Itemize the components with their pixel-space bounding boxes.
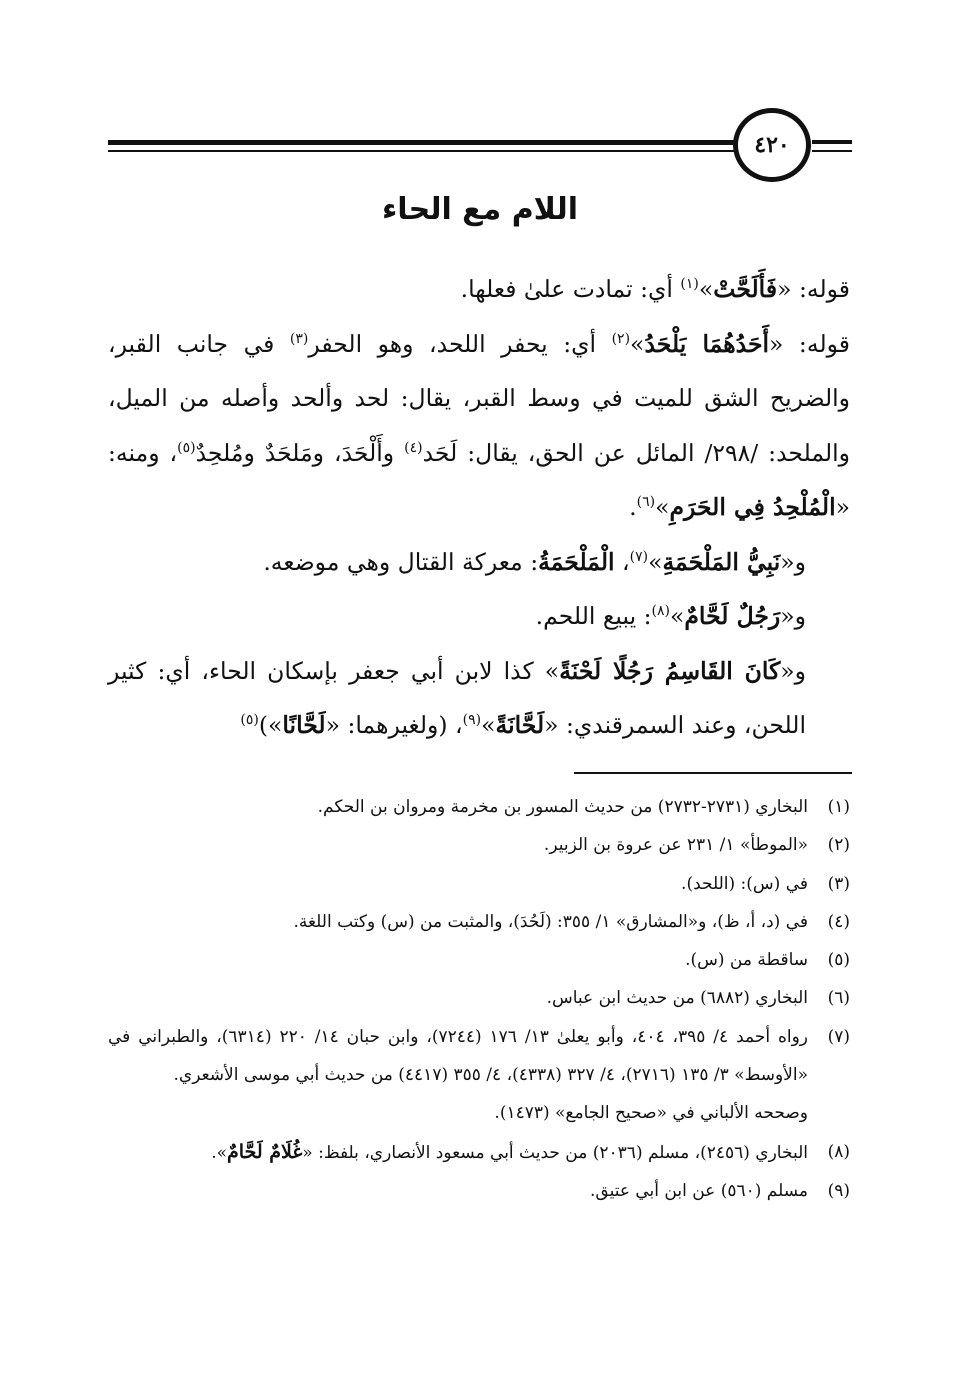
footnote-ref: (٦) xyxy=(636,494,656,511)
footnote-text xyxy=(108,1018,808,1133)
quoted-term: رَجُلٌ لَحَّامٌ xyxy=(684,602,781,630)
footnote-9 xyxy=(108,1172,850,1210)
text: رواه أحمد ٤/ ٣٩٥، ٤٠٤، وأبو يعلىٰ ١٣/ ١٧٦ (٧٢٤٤)، وابن حبان ١٤/ ٢٢٠ (٦٣١٤)، والطبراني في «الأوسط» ٣/ ١٣٥ (٢٧١٦)، ٤/ ٣٢٧ (٤٣٣٨)، ٤/ ٣٥٥ (٤٤١٧) من حديث أبي موسى الأشعري. xyxy=(108,1026,808,1086)
footnote-number: (٨) xyxy=(827,1141,850,1162)
quoted-term: الْمَلْحَمَةُ xyxy=(538,547,615,576)
footnote-3 xyxy=(108,865,850,903)
quoted-term: غُلَامٌ لَحَّامٌ xyxy=(227,1140,303,1163)
footnote-text: في (د، أ، ظ)، و«المشارق» ١/ ٣٥٥: (لَحُدَ)، والمثبت من (س) وكتب اللغة. xyxy=(293,911,808,932)
footnote-4 xyxy=(108,903,850,941)
text: البخاري (٢٤٥٦)، مسلم (٢٠٣٦) من حديث أبي مسعود الأنصاري، بلفظ: « xyxy=(302,1142,808,1163)
footnote-separator xyxy=(574,772,852,774)
paragraph-4 xyxy=(108,589,850,644)
header-rule-stub-thin xyxy=(812,150,852,152)
text: ») xyxy=(258,711,283,739)
text: » xyxy=(655,493,670,521)
text: ، (ولغيرهما: « xyxy=(325,711,463,739)
footnote-ref: (٥) xyxy=(240,712,259,729)
text: و« xyxy=(780,547,806,576)
quoted-term: أَحَدُهُمَا يَلْحَدُ xyxy=(644,329,770,358)
footnote-6 xyxy=(108,979,850,1017)
footnote-ref: (٥) xyxy=(177,439,196,456)
text: » xyxy=(698,275,714,303)
quoted-term: كَانَ القَاسِمُ رَجُلًا لَحْنَةً xyxy=(559,656,781,685)
text: ، xyxy=(614,547,630,576)
paragraph-1 xyxy=(108,262,850,317)
text: في جانب القبر، والضريح الشق للميت في وسط القبر، يقال: لحد وألحد وأصله من الميل، والملحد: /٢٩٨/ المائل عن الحق، يقال: لَحَد xyxy=(108,329,850,467)
footnote-ref: (٨) xyxy=(651,603,670,620)
footnote-number: (٢) xyxy=(827,835,850,856)
footnote-ref: (١) xyxy=(680,276,699,293)
footnote-text: في (س): (اللحد). xyxy=(681,873,808,894)
footnote-5 xyxy=(108,941,850,979)
footnote-text: «الموطأ» ١/ ٢٣١ عن عروة بن الزبير. xyxy=(543,835,808,856)
quoted-term: لَحَّانَةً xyxy=(495,711,545,739)
footnote-number: (٦) xyxy=(827,988,850,1009)
footnote-ref: (٢) xyxy=(611,330,631,347)
text: قوله: « xyxy=(769,329,850,358)
paragraph-3 xyxy=(108,535,850,590)
text: و« xyxy=(780,602,806,630)
text: وأَلْحَدَ، ومَلحَدٌ ومُلحِدٌ xyxy=(195,438,405,467)
quoted-term: فَأَلَحَّتْ xyxy=(713,275,778,303)
text: ، ومنه: « xyxy=(108,438,850,521)
text: » xyxy=(481,711,496,739)
section-title: اللام مع الحاء xyxy=(381,192,579,227)
text: ». xyxy=(211,1142,228,1163)
header-rule xyxy=(108,140,735,145)
footnote-number: (١) xyxy=(827,797,850,817)
paragraph-5 xyxy=(108,644,850,753)
text: كذا لابن أبي جعفر بإسكان الحاء، أي: كثير اللحن، وعند السمرقندي: « xyxy=(108,656,806,739)
footnote-2 xyxy=(108,826,850,864)
footnote-ref: (٣) xyxy=(289,330,309,347)
footnote-7 xyxy=(108,1018,850,1133)
footnote-ref: (٩) xyxy=(462,712,482,729)
quoted-term: لَحَّانًا xyxy=(282,711,326,739)
text: : يبيع اللحم. xyxy=(535,602,652,630)
footnote-ref: (٤) xyxy=(404,439,423,456)
footnote-number: (٥) xyxy=(827,950,850,971)
text: » xyxy=(544,656,560,685)
footnote-number: (٤) xyxy=(827,911,850,932)
header-rule-thin xyxy=(108,150,735,152)
footnotes xyxy=(108,788,850,1210)
footnote-text: البخاري (٦٨٨٢) من حديث ابن عباس. xyxy=(546,988,808,1009)
footnote-text: البخاري (٢٧٣١-٢٧٣٢) من حديث المسور بن مخرمة ومروان بن الحكم. xyxy=(317,797,808,817)
text: » xyxy=(630,329,645,358)
text: » xyxy=(648,547,663,576)
quoted-term: نَبِيُّ المَلْحَمَةِ xyxy=(662,547,781,576)
quoted-term: الْمُلْحِدُ فِي الحَرَمِ xyxy=(669,493,836,521)
text: : معركة القتال وهي موضعه. xyxy=(263,547,539,576)
footnote-text: مسلم (٥٦٠) عن ابن أبي عتيق. xyxy=(590,1180,808,1201)
footnote-ref: (٧) xyxy=(629,548,649,565)
page-number: ٤٢٠ xyxy=(733,108,811,182)
text: . xyxy=(629,493,637,521)
footnote-text xyxy=(108,1133,808,1172)
footnote-number: (٩) xyxy=(827,1180,850,1201)
text: أي: يحفر اللحد، وهو الحفر xyxy=(308,329,612,358)
text: وصححه الألباني في «صحيح الجامع» (١٤٧٣). xyxy=(494,1103,808,1124)
text: » xyxy=(669,602,685,630)
header-rule-stub xyxy=(812,140,852,144)
text: أي: تمادت علىٰ فعلها. xyxy=(460,275,681,303)
footnote-text: ساقطة من (س). xyxy=(685,950,808,971)
footnote-8 xyxy=(108,1133,850,1172)
footnote-number: (٣) xyxy=(827,873,850,894)
text: و« xyxy=(780,656,806,685)
text: قوله: « xyxy=(777,275,850,303)
main-text xyxy=(108,262,850,753)
footnote-number: (٧) xyxy=(827,1026,850,1047)
footnote-1 xyxy=(108,788,850,826)
paragraph-2 xyxy=(108,317,850,535)
